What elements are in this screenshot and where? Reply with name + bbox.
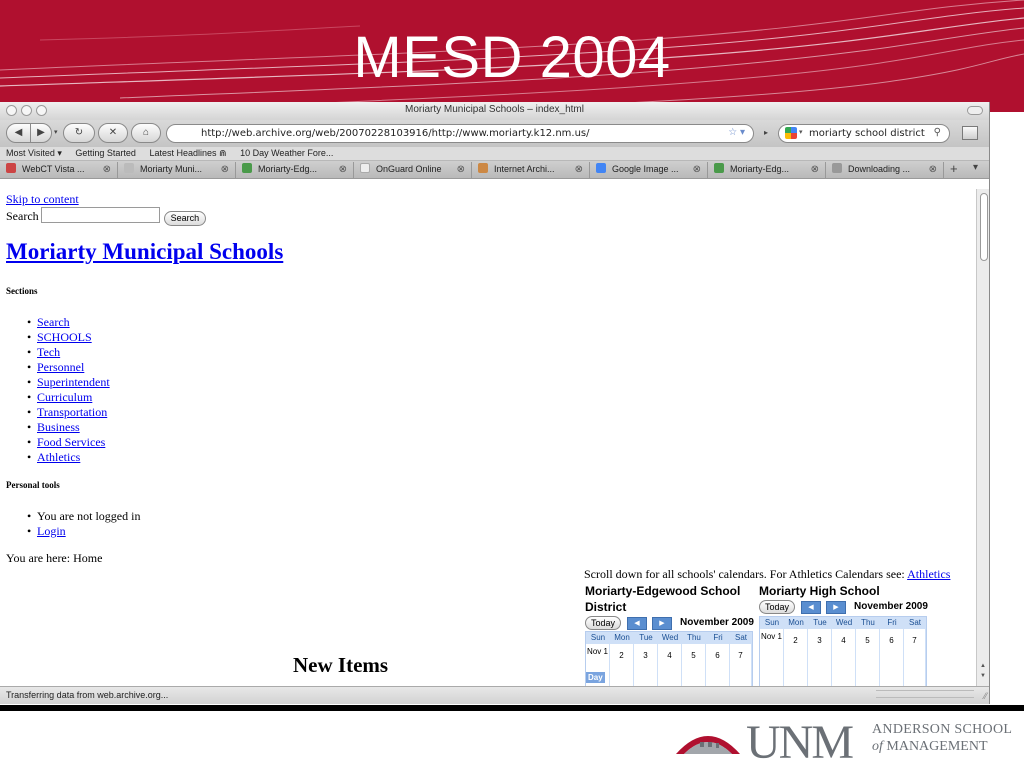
- search-bar-text: moriarty school district: [809, 128, 925, 139]
- sections-heading: Sections: [6, 286, 38, 296]
- site-title-link[interactable]: Moriarty Municipal Schools: [6, 239, 284, 264]
- engine-dropdown-icon[interactable]: ▾: [799, 129, 803, 136]
- tab-favicon-icon: [714, 163, 724, 173]
- calendar-week-row: [586, 670, 752, 686]
- tab-favicon-icon: [242, 163, 252, 173]
- tab-label: Moriarty-Edg...: [730, 164, 790, 174]
- calendar-week-row: [586, 644, 752, 670]
- athletics-calendar-link[interactable]: Athletics: [907, 567, 951, 581]
- calendar-day[interactable]: 6: [706, 644, 730, 670]
- section-link-schools[interactable]: SCHOOLS: [37, 330, 92, 344]
- scroll-up-icon[interactable]: ▲: [980, 663, 986, 669]
- weekday-label: Sun: [590, 633, 606, 642]
- calendar-today-button[interactable]: Today: [585, 616, 621, 630]
- list-item: [37, 524, 140, 539]
- tab-internet-archive[interactable]: [472, 162, 590, 178]
- calendar-grid: [759, 616, 927, 686]
- breadcrumb: You are here: Home: [6, 551, 103, 565]
- tab-close-icon[interactable]: ⊗: [692, 164, 701, 175]
- window-title: Moriarty Municipal Schools – index_html: [405, 104, 584, 115]
- calendar-title-line2: District: [585, 600, 627, 614]
- list-item: [37, 405, 110, 420]
- calendar-day[interactable]: 5: [856, 629, 880, 655]
- tab-label: Moriarty Muni...: [140, 164, 203, 174]
- calendar-day[interactable]: 6: [880, 629, 904, 655]
- list-item: [37, 450, 110, 465]
- magnifier-icon[interactable]: ⚲: [933, 127, 941, 138]
- site-search-button[interactable]: Search: [164, 211, 207, 226]
- calendar-week-row: [760, 629, 926, 655]
- calendar-high-school: [759, 583, 931, 686]
- tab-close-icon[interactable]: ⊗: [338, 164, 347, 175]
- tab-favicon-icon: [832, 163, 842, 173]
- calendar-controls: [585, 616, 755, 632]
- slide-banner: [0, 0, 1024, 112]
- new-tab-icon[interactable]: +: [950, 161, 958, 176]
- tab-favicon-icon: [596, 163, 606, 173]
- status-progress: [876, 690, 974, 698]
- list-item: [37, 420, 110, 435]
- back-button[interactable]: [6, 123, 31, 143]
- tab-close-icon[interactable]: ⊗: [574, 164, 583, 175]
- scrollbar-thumb[interactable]: [980, 193, 988, 261]
- calendar-next-icon[interactable]: ▶: [652, 617, 672, 630]
- weekday-label: Mon: [614, 633, 630, 642]
- school-name-management: MANAGEMENT: [886, 739, 988, 754]
- personal-tools-list: [37, 509, 140, 539]
- calendar-day[interactable]: 3: [634, 644, 658, 670]
- list-item: [37, 360, 110, 375]
- section-link-food-services[interactable]: Food Services: [37, 435, 106, 449]
- forward-button[interactable]: [30, 123, 52, 143]
- calendar-day[interactable]: 3: [808, 629, 832, 655]
- tab-onguard-online[interactable]: [354, 162, 472, 178]
- tab-close-icon[interactable]: ⊗: [928, 164, 937, 175]
- calendar-title: Moriarty High School: [759, 584, 880, 598]
- stop-icon: ✕: [108, 127, 118, 138]
- url-bar[interactable]: [166, 124, 754, 143]
- weekday-label: Sat: [908, 618, 921, 627]
- section-link-search[interactable]: Search: [37, 315, 70, 329]
- weekday-label: Thu: [687, 633, 701, 642]
- bookmark-getting-started[interactable]: Getting Started: [75, 148, 136, 158]
- calendar-day[interactable]: 7: [904, 629, 926, 655]
- calendar-note-text: Scroll down for all schools' calendars. For Athletics Calendars see:: [584, 567, 905, 581]
- weekday-label: Tue: [639, 633, 653, 642]
- tab-moriarty-muni[interactable]: [118, 162, 236, 178]
- forward-arrow-icon: ▶: [37, 127, 45, 138]
- tab-label: Google Image ...: [612, 164, 679, 174]
- bookmark-most-visited[interactable]: Most Visited ▾: [6, 148, 62, 158]
- weekday-label: Fri: [713, 633, 723, 642]
- tab-moriarty-edg-1[interactable]: [236, 162, 354, 178]
- calendar-controls: [759, 600, 931, 616]
- calendar-weekday-row: [586, 632, 752, 644]
- calendar-prev-icon[interactable]: ◀: [801, 601, 821, 614]
- calendar-day[interactable]: 4: [658, 644, 682, 670]
- url-text: http://web.archive.org/web/20070228103916/http://www.moriarty.k12.nm.us/: [201, 128, 590, 139]
- personal-tools-heading: Personal tools: [6, 480, 60, 490]
- slide-title: MESD 2004: [353, 25, 671, 90]
- reload-button[interactable]: [63, 123, 95, 143]
- toolbar-toggle-icon[interactable]: [967, 106, 983, 115]
- list-item: [37, 435, 110, 450]
- section-link-tech[interactable]: Tech: [37, 345, 61, 359]
- tab-close-icon[interactable]: ⊗: [810, 164, 819, 175]
- tab-list-icon[interactable]: ▾: [973, 162, 979, 173]
- tab-label: Internet Archi...: [494, 164, 555, 174]
- login-link[interactable]: Login: [37, 524, 66, 538]
- weekday-label: Wed: [835, 618, 853, 627]
- tab-downloading[interactable]: [826, 162, 944, 178]
- calendar-day[interactable]: Nov 1: [586, 644, 610, 670]
- calendar-week-row: [760, 655, 926, 686]
- status-bar: [0, 686, 990, 704]
- stop-button[interactable]: [98, 123, 128, 143]
- resize-grip-icon[interactable]: ⁄⁄: [983, 691, 987, 701]
- site-search: [6, 207, 206, 226]
- calendar-next-icon[interactable]: ▶: [826, 601, 846, 614]
- footer-rule: [0, 705, 1024, 711]
- list-item: [37, 390, 110, 405]
- google-search-engine-icon[interactable]: [785, 127, 797, 139]
- tab-favicon-icon: [360, 163, 370, 173]
- list-item: [37, 345, 110, 360]
- weekday-label: Sat: [734, 633, 747, 642]
- calendar-note: [584, 567, 950, 582]
- login-status: You are not logged in: [37, 509, 141, 523]
- home-icon: ⌂: [142, 127, 150, 138]
- window-titlebar: [0, 102, 989, 120]
- calendar-day[interactable]: 2: [784, 629, 808, 655]
- bookmark-weather[interactable]: 10 Day Weather Fore...: [240, 148, 334, 158]
- tab-favicon-icon: [124, 163, 134, 173]
- tab-label: Moriarty-Edg...: [258, 164, 318, 174]
- calendar-weekday-row: [760, 617, 926, 629]
- tab-webct-vista[interactable]: [0, 162, 118, 178]
- calendar-day[interactable]: 2: [610, 644, 634, 670]
- status-text: Transferring data from web.archive.org...: [6, 690, 169, 700]
- tab-close-icon[interactable]: ⊗: [102, 164, 111, 175]
- tab-favicon-icon: [6, 163, 16, 173]
- school-name-line1: ANDERSON SCHOOL: [872, 722, 1013, 737]
- weekday-label: Mon: [788, 618, 804, 627]
- history-dropdown-icon[interactable]: ▾: [54, 129, 58, 136]
- calendar-month: November 2009: [854, 601, 928, 612]
- tab-favicon-icon: [478, 163, 488, 173]
- calendar-day[interactable]: 7: [730, 644, 752, 670]
- calendar-day[interactable]: 4: [832, 629, 856, 655]
- weekday-label: Wed: [661, 633, 679, 642]
- bookmark-latest-headlines[interactable]: Latest Headlines ⋒: [149, 148, 227, 158]
- list-item: [37, 509, 140, 524]
- tab-close-icon[interactable]: ⊗: [220, 164, 229, 175]
- search-bar[interactable]: [778, 124, 950, 143]
- window-menu-icon[interactable]: [962, 126, 978, 140]
- skip-to-content-link[interactable]: Skip to content: [6, 192, 79, 206]
- section-link-personnel[interactable]: Personnel: [37, 360, 85, 374]
- calendar-district: [585, 583, 755, 686]
- bookmark-star-icon[interactable]: ☆ ▾: [728, 127, 745, 138]
- tab-google-image[interactable]: [590, 162, 708, 178]
- bookmarks-toolbar: [0, 147, 989, 161]
- site-search-input[interactable]: [41, 207, 160, 223]
- tab-label: Downloading ...: [848, 164, 911, 174]
- tab-label: OnGuard Online: [376, 164, 442, 174]
- school-name-line2: [872, 739, 988, 755]
- calendar-month: November 2009: [680, 617, 754, 628]
- list-item: [37, 330, 110, 345]
- sections-list: [37, 315, 110, 465]
- calendar-day-event[interactable]: Day: [588, 673, 603, 682]
- search-label: Search: [6, 209, 39, 223]
- weekday-label: Sun: [764, 618, 780, 627]
- page-content: [0, 189, 976, 686]
- vertical-scrollbar[interactable]: [976, 189, 990, 686]
- back-arrow-icon: ◀: [14, 127, 23, 138]
- calendar-prev-icon[interactable]: ◀: [627, 617, 647, 630]
- url-dropdown-icon[interactable]: ▸: [764, 128, 769, 137]
- reload-icon: ↻: [74, 127, 84, 138]
- weekday-label: Fri: [887, 618, 897, 627]
- weekday-label: Tue: [813, 618, 827, 627]
- tab-label: WebCT Vista ...: [22, 164, 85, 174]
- section-link-curriculum[interactable]: Curriculum: [37, 390, 93, 404]
- unm-building-icon: [672, 716, 744, 762]
- tab-close-icon[interactable]: ⊗: [456, 164, 465, 175]
- scroll-down-icon[interactable]: ▼: [980, 673, 986, 679]
- section-link-superintendent[interactable]: Superintendent: [37, 375, 110, 389]
- calendar-grid: [585, 631, 753, 686]
- unm-wordmark: UNM: [746, 716, 853, 768]
- section-link-transportation[interactable]: Transportation: [37, 405, 108, 419]
- weekday-label: Thu: [861, 618, 875, 627]
- calendar-title: Moriarty-Edgewood School: [585, 584, 741, 598]
- calendar-day[interactable]: 5: [682, 644, 706, 670]
- section-link-athletics[interactable]: Athletics: [37, 450, 81, 464]
- section-link-business[interactable]: Business: [37, 420, 80, 434]
- calendar-day[interactable]: Nov 1: [760, 629, 784, 655]
- home-button[interactable]: [131, 123, 161, 143]
- new-items-heading: New Items: [293, 653, 389, 677]
- tab-bar: [0, 161, 989, 179]
- school-name-of: of: [872, 739, 883, 754]
- list-item: [37, 315, 110, 330]
- browser-window: [0, 102, 990, 704]
- calendar-today-button[interactable]: Today: [759, 600, 795, 614]
- list-item: [37, 375, 110, 390]
- unm-logo: [672, 714, 1024, 768]
- navigation-toolbar: [0, 120, 989, 147]
- tab-moriarty-edg-2[interactable]: [708, 162, 826, 178]
